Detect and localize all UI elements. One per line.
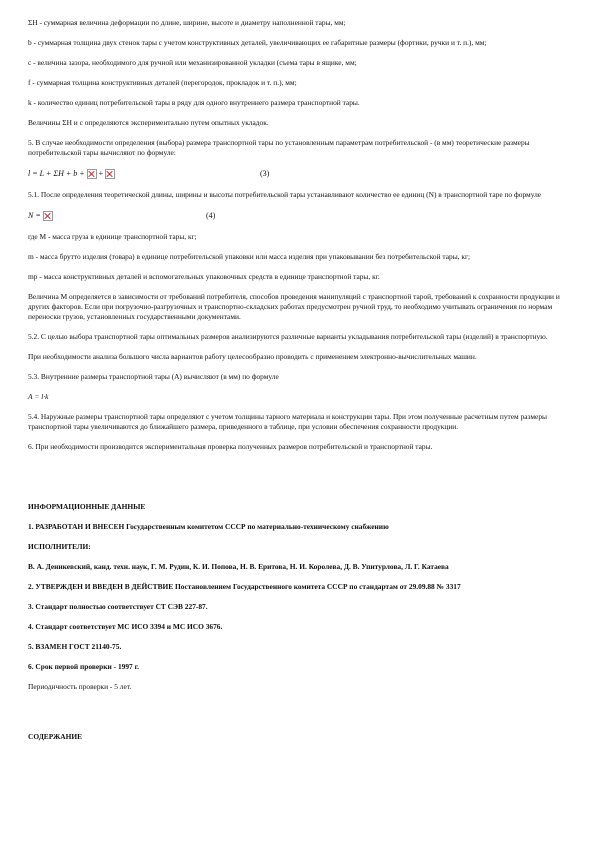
- broken-image-icon: [87, 169, 97, 179]
- spacer: [28, 702, 568, 732]
- info-item-check-period: Периодичность проверки - 5 лет.: [28, 682, 132, 691]
- formula-4-number: (4): [206, 211, 216, 220]
- formula-3-expression: l = L + ΣН + b +: [28, 169, 85, 178]
- document-page: [28, 18, 568, 752]
- info-item-first-check: 6. Срок первой проверки - 1997 г.: [28, 662, 139, 671]
- formula-inner-size: А = l·k: [28, 392, 49, 401]
- paragraph-deformation: ΣH - суммарная величина деформации по длине, ширине, высоте и диаметру наполненной тары, мм;: [28, 18, 346, 27]
- info-item-sev-standard: 3. Стандарт полностью соответствует СТ СЭВ 227-87.: [28, 602, 208, 611]
- paragraph-section-5: 5. В случае необходимости определения (выбора) размера транспортной тары по установленным параметрам потребительской - (в мм) теоретические размеры потребительской тары вычисляют по формуле:: [28, 138, 530, 157]
- paragraph-section-5-1: 5.1. После определения теоретической длины, ширины и высоты потребительской тары устанавливают количество ее единиц (N) в транспортной таре по формуле: [28, 190, 542, 199]
- paragraph-section-6: 6. При необходимости производится экспериментальная проверка полученных размеров потребительской и транспортной тары.: [28, 442, 433, 451]
- paragraph-section-5-2: 5.2. С целью выбора транспортной тары оптимальных размеров анализируются различные варианты укладывания потребительской тары (изделий) в транспортную.: [28, 332, 548, 341]
- paragraph-section-5-3: 5.3. Внутренние размеры транспортной тары (А) вычисляют (в мм) по формуле: [28, 372, 279, 381]
- executors-list: В. А. Деникевский, канд. техн. наук, Г. М. Рудин, К. И. Попова, Н. В. Еритова, Н. И. Королева, Д. В. Упитурлова, Л. Г. Катаева: [28, 562, 449, 571]
- formula-3-plus: +: [98, 169, 104, 178]
- paragraph-gross-mass: m - масса брутто изделия (товара) в единице потребительской упаковки или масса изделия при упаковывании без потребительской тары, кг;: [28, 252, 471, 261]
- info-item-approved: 2. УТВЕРЖДЕН И ВВЕДЕН В ДЕЙСТВИЕ Постановлением Государственного комитета СССР по стандартам от 29.09.88 № 3317: [28, 582, 461, 591]
- paragraph-section-5-4: 5.4. Наружные размеры транспортной тары определяют с учетом толщины тарного материала и конструкции тары. При этом полученные расчетным путем размеры транспортной тары увеличиваются до ближайшего размера, приведенного в таблице, при условии обеспечения сохранности продукции.: [28, 412, 547, 431]
- info-item-iso-standard: 4. Стандарт соответствует МС ИСО 3394 и МС ИСО 3676.: [28, 622, 223, 631]
- heading-info-data: ИНФОРМАЦИОННЫЕ ДАННЫЕ: [28, 502, 146, 511]
- paragraph-computer-analysis: При необходимости анализа большого числа вариантов работу целесообразно проводить с применением электронно-вычислительных машин.: [28, 352, 477, 361]
- paragraph-values-note: Величины ΣН и с определяются экспериментально путем опытных укладок.: [28, 118, 269, 127]
- info-item-developed: 1. РАЗРАБОТАН И ВНЕСЕН Государственным комитетом СССР по материально-техническому снабжению: [28, 522, 389, 531]
- paragraph-details-mass: mр - масса конструктивных деталей и вспомогательных упаковочных средств в единице транспортной тары, кг.: [28, 272, 380, 281]
- paragraph-units-count: k - количество единиц потребительской тары в ряду для одного внутреннего размера транспортной тары.: [28, 98, 360, 107]
- heading-executors: ИСПОЛНИТЕЛИ:: [28, 542, 91, 551]
- paragraph-mass-requirements: Величина М определяется в зависимости от требований потребителя, способов проведения манипуляций с транспортной тарой, требований к сохранности продукции и других факторов. Если при погрузочно-разгрузочных и транспортно-складских работах предусмотрен ручной труд, то необходимо учитывать ограничения по нормам переноски грузов, установленных государственными документами.: [28, 292, 560, 321]
- info-item-replaces: 5. ВЗАМЕН ГОСТ 21140-75.: [28, 642, 122, 651]
- formula-3-number: (3): [260, 169, 270, 178]
- paragraph-cargo-mass: где М - масса груза в единице транспортной тары, кг;: [28, 232, 197, 241]
- paragraph-gap: с - величина зазора, необходимого для ручной или механизированной укладки (съема тары в ящике, мм;: [28, 58, 357, 67]
- broken-image-icon: [105, 169, 115, 179]
- formula-3: [28, 168, 568, 180]
- paragraph-details-thickness: f - суммарная толщина конструктивных деталей (перегородок, прокладок и т. п.), мм;: [28, 78, 297, 87]
- spacer: [28, 462, 568, 502]
- formula-4-expression: N =: [28, 211, 41, 220]
- heading-contents: СОДЕРЖАНИЕ: [28, 732, 83, 741]
- paragraph-wall-thickness: b - суммарная толщина двух стенок тары с учетом конструктивных деталей, увеличивающих ее габаритные размеры (фортики, ручки и т. п.), мм;: [28, 38, 487, 47]
- formula-4: [28, 210, 568, 222]
- broken-image-icon: [43, 211, 53, 221]
